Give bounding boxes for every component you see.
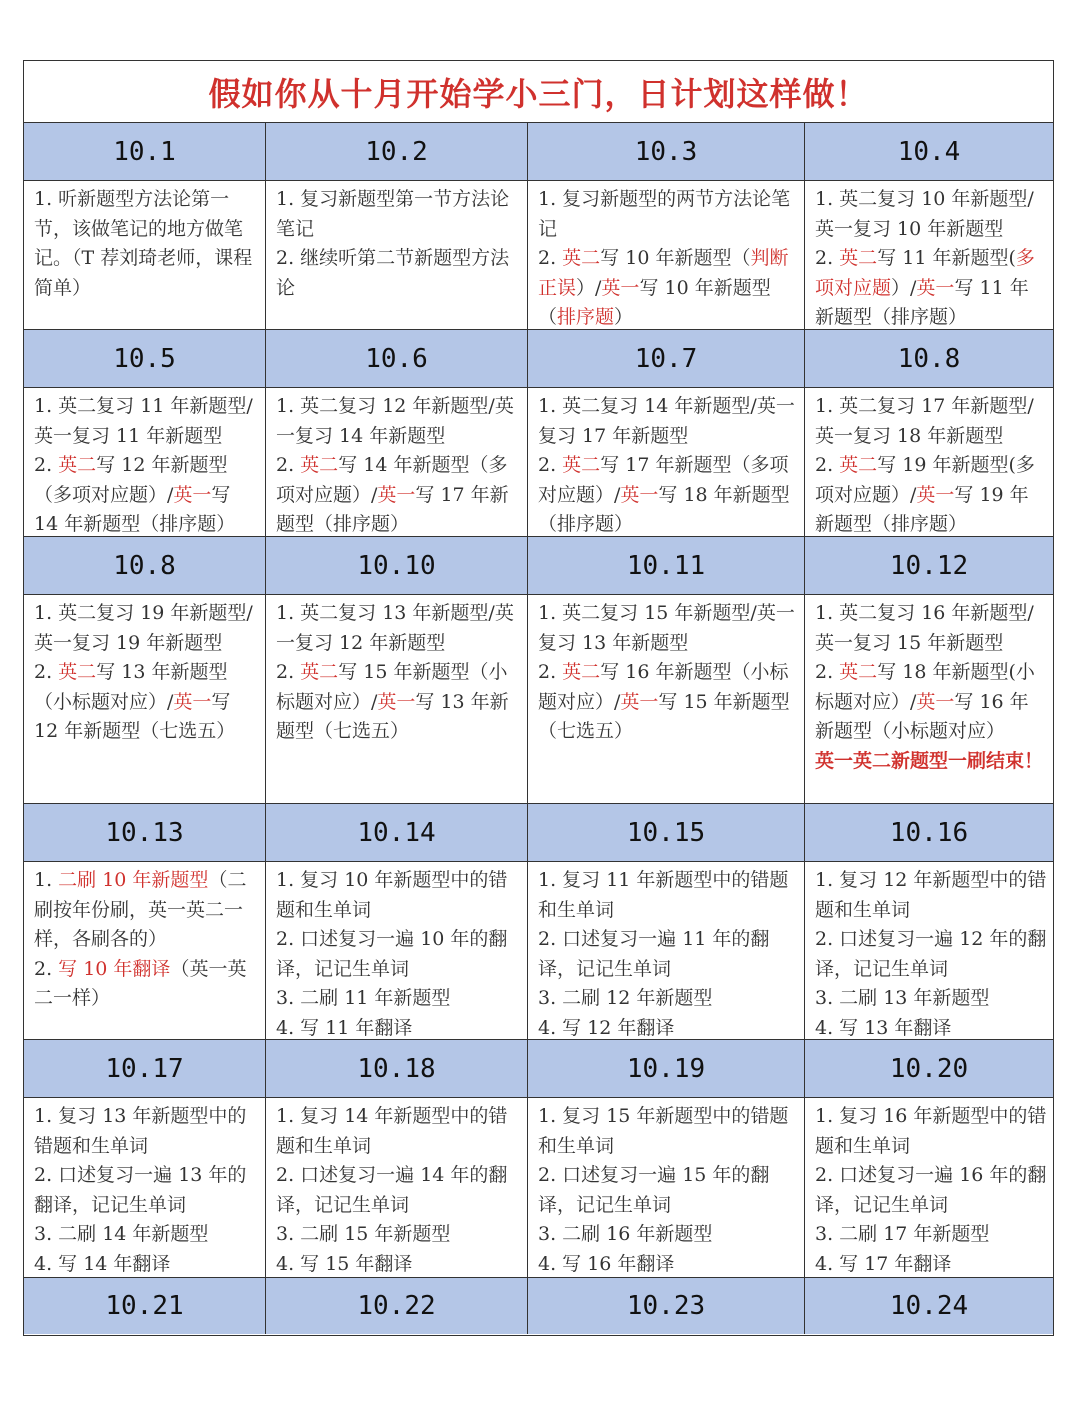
plan-item	[538, 658, 798, 747]
day-date-header: 10.2	[266, 123, 528, 181]
plan-item	[815, 599, 1047, 658]
plan-item	[34, 185, 259, 303]
day-plan-cell	[24, 1098, 266, 1278]
day-plan-cell	[528, 1098, 805, 1278]
plan-text: 1. 英二复习 14 年新题型/英一复习 17 年新题型	[538, 395, 795, 447]
day-plan-cell	[528, 862, 805, 1040]
plan-text: 1. 英二复习 12 年新题型/英一复习 14 年新题型	[276, 395, 514, 447]
day-date-header: 10.24	[805, 1278, 1053, 1334]
plan-text: 2.	[34, 661, 59, 683]
highlighted-text: 写 10 年翻译	[58, 957, 171, 980]
page-title: 假如你从十月开始学小三门，日计划这样做！	[208, 74, 869, 113]
plan-text: 写 11 年新题型（排序题）	[815, 276, 1029, 328]
day-plan-cell	[266, 595, 528, 804]
plan-text: 3. 二刷 12 年新题型	[538, 987, 713, 1009]
highlighted-text: 英一	[377, 690, 416, 713]
plan-item	[276, 866, 521, 925]
plan-item	[538, 866, 798, 925]
plan-text: 1. 复习 16 年新题型中的错题和生单词	[815, 1105, 1047, 1157]
plan-text: 写 13 年新题型（小标题对应）/	[34, 661, 228, 713]
plan-item	[538, 185, 798, 244]
highlighted-text: 英一	[377, 483, 416, 506]
day-date-header: 10.8	[24, 537, 266, 595]
plan-text: 2. 口述复习一遍 13 年的翻译，记记生单词	[34, 1164, 247, 1216]
plan-text: ）/	[891, 276, 917, 299]
highlighted-text: 英一	[916, 483, 955, 506]
plan-text: 3. 二刷 17 年新题型	[815, 1223, 990, 1245]
plan-item	[276, 1250, 521, 1279]
plan-item	[815, 984, 1047, 1014]
plan-item	[276, 1220, 521, 1250]
highlighted-text: 多项对应题	[815, 247, 1035, 299]
plan-item	[815, 1102, 1047, 1161]
plan-text: （英一英二一样）	[34, 957, 247, 1009]
plan-text: 1. 复习新题型的两节方法论笔记	[538, 188, 791, 240]
plan-item	[538, 1014, 798, 1041]
day-date-header: 10.4	[805, 123, 1053, 181]
title-bar	[24, 61, 1053, 123]
plan-item	[34, 1161, 259, 1220]
day-plan-cell	[528, 388, 805, 537]
plan-text: 写 18 年新题型（排序题）	[538, 483, 790, 535]
plan-text: 写 18 年新题型(小标题对应）/	[815, 661, 1035, 713]
plan-item	[276, 1102, 521, 1161]
plan-text: 1. 英二复习 19 年新题型/英一复习 19 年新题型	[34, 602, 253, 654]
plan-item	[538, 392, 798, 451]
day-date-header: 10.17	[24, 1040, 266, 1098]
plan-item	[34, 392, 259, 451]
day-plan-cell	[528, 595, 805, 804]
day-date-header: 10.20	[805, 1040, 1053, 1098]
plan-text: ）	[614, 306, 634, 328]
plan-item	[538, 1220, 798, 1250]
day-date-header: 10.1	[24, 123, 266, 181]
plan-text: 1. 英二复习 16 年新题型/英一复习 15 年新题型	[815, 602, 1034, 654]
plan-text: 1.	[34, 869, 59, 891]
plan-item	[815, 1250, 1047, 1279]
plan-text: 1. 复习 15 年新题型中的错题和生单词	[538, 1105, 789, 1157]
plan-item	[34, 955, 259, 1014]
highlighted-text: 英二	[562, 454, 601, 476]
plan-text: 3. 二刷 14 年新题型	[34, 1223, 209, 1245]
plan-text: 3. 二刷 16 年新题型	[538, 1223, 713, 1245]
plan-item	[538, 1102, 798, 1161]
plan-text: 4. 写 14 年翻译	[34, 1252, 171, 1275]
plan-text: 写 17 年新题型（排序题）	[276, 483, 509, 535]
day-date-header: 10.10	[266, 537, 528, 595]
plan-item	[815, 244, 1047, 330]
plan-text: 2.	[815, 247, 840, 269]
highlighted-text: 英二	[58, 454, 97, 476]
plan-text: 写 16 年新题型（小标题对应）/	[538, 661, 789, 713]
plan-text: 4. 写 15 年翻译	[276, 1252, 413, 1275]
highlighted-text: 英二	[58, 661, 97, 683]
plan-item	[34, 1250, 259, 1279]
plan-item	[538, 244, 798, 330]
plan-text: 写 15 年新题型（小标题对应）/	[276, 661, 508, 713]
plan-item	[815, 866, 1047, 925]
plan-item	[34, 1102, 259, 1161]
plan-item	[538, 1161, 798, 1220]
day-plan-cell	[24, 388, 266, 537]
plan-text: 写 14 年新题型（排序题）	[34, 483, 236, 535]
plan-item	[34, 451, 259, 537]
plan-text: 1. 英二复习 13 年新题型/英一复习 12 年新题型	[276, 602, 514, 654]
plan-text: 1. 英二复习 10 年新题型/英一复习 10 年新题型	[815, 188, 1034, 240]
plan-text: 1. 复习新题型第一节方法论笔记	[276, 188, 510, 240]
plan-text: 2.	[276, 661, 301, 683]
study-plan-table	[23, 60, 1054, 1336]
plan-text: 3. 二刷 13 年新题型	[815, 987, 990, 1009]
plan-text: （二刷按年份刷，英一英二一样，各刷各的）	[34, 869, 247, 950]
plan-item	[276, 658, 521, 747]
plan-item	[34, 599, 259, 658]
plan-text: 4. 写 13 年翻译	[815, 1016, 952, 1039]
plan-item	[34, 866, 259, 955]
plan-text: 4. 写 17 年翻译	[815, 1252, 952, 1275]
plan-text: 2.	[538, 661, 563, 683]
plan-item	[815, 925, 1047, 984]
day-plan-cell	[805, 595, 1053, 804]
plan-text: ）/	[576, 276, 602, 299]
highlighted-text: 英二	[839, 661, 878, 683]
plan-text: 2.	[538, 247, 563, 269]
plan-item	[276, 451, 521, 537]
plan-text: 2. 口述复习一遍 16 年的翻译，记记生单词	[815, 1164, 1047, 1216]
day-date-header: 10.8	[805, 330, 1053, 388]
plan-item	[815, 1014, 1047, 1041]
day-plan-cell	[266, 181, 528, 330]
highlighted-text: 英一英二新题型一刷结束！	[815, 749, 1044, 772]
plan-item	[815, 658, 1047, 747]
plan-text: 4. 写 11 年翻译	[276, 1016, 413, 1039]
plan-item	[276, 984, 521, 1014]
highlighted-text: 英二	[562, 247, 601, 269]
day-plan-cell	[805, 862, 1053, 1040]
plan-item	[815, 1220, 1047, 1250]
day-date-header: 10.13	[24, 804, 266, 862]
plan-text: 2. 口述复习一遍 12 年的翻译，记记生单词	[815, 928, 1047, 980]
highlighted-text: 英一	[916, 690, 955, 713]
plan-text: 1. 听新题型方法论第一节，该做笔记的地方做笔记。（T 荐刘琦老师，课程简单）	[34, 188, 253, 299]
highlighted-text: 二刷 10 年新题型	[58, 869, 209, 891]
plan-item	[538, 925, 798, 984]
plan-text: 2. 口述复习一遍 14 年的翻译，记记生单词	[276, 1164, 508, 1216]
day-date-header: 10.16	[805, 804, 1053, 862]
plan-text: 2.	[815, 661, 840, 683]
plan-text: 3. 二刷 11 年新题型	[276, 987, 451, 1009]
day-date-header: 10.3	[528, 123, 805, 181]
highlighted-text: 英一	[173, 690, 212, 713]
plan-item	[815, 451, 1047, 537]
day-plan-cell	[266, 388, 528, 537]
plan-text: 1. 复习 12 年新题型中的错题和生单词	[815, 869, 1047, 921]
plan-item	[815, 185, 1047, 244]
plan-text: 写 13 年新题型（七选五）	[276, 690, 509, 742]
highlighted-text: 英一	[916, 276, 955, 299]
highlighted-text: 英二	[300, 454, 339, 476]
day-date-header: 10.6	[266, 330, 528, 388]
day-date-header: 10.5	[24, 330, 266, 388]
plan-text: 1. 复习 10 年新题型中的错题和生单词	[276, 869, 508, 921]
highlighted-text: 英一	[173, 483, 212, 506]
day-plan-cell	[805, 388, 1053, 537]
day-plan-cell	[24, 181, 266, 330]
plan-item	[276, 925, 521, 984]
calendar-grid	[24, 123, 1053, 1334]
plan-text: 写 10 年新题型（	[538, 276, 771, 328]
day-date-header: 10.21	[24, 1278, 266, 1334]
plan-text: 写 16 年新题型（小标题对应）	[815, 690, 1029, 742]
day-date-header: 10.23	[528, 1278, 805, 1334]
plan-item	[815, 1161, 1047, 1220]
plan-text: 1. 英二复习 11 年新题型/英一复习 11 年新题型	[34, 395, 253, 447]
highlighted-text: 英一	[620, 690, 659, 713]
day-plan-cell	[528, 181, 805, 330]
day-plan-cell	[24, 595, 266, 804]
highlighted-text: 英一	[601, 276, 640, 299]
highlighted-text: 英二	[300, 661, 339, 683]
plan-item	[815, 392, 1047, 451]
day-date-header: 10.11	[528, 537, 805, 595]
day-plan-cell	[24, 862, 266, 1040]
plan-text: 1. 复习 11 年新题型中的错题和生单词	[538, 869, 789, 921]
plan-text: 2. 口述复习一遍 15 年的翻译，记记生单词	[538, 1164, 770, 1216]
plan-item	[276, 1161, 521, 1220]
plan-text: 2.	[815, 454, 840, 476]
day-plan-cell	[266, 862, 528, 1040]
plan-item	[276, 392, 521, 451]
day-date-header: 10.14	[266, 804, 528, 862]
highlighted-text: 英一	[620, 483, 659, 506]
day-date-header: 10.19	[528, 1040, 805, 1098]
day-date-header: 10.22	[266, 1278, 528, 1334]
plan-text: 写 19 年新题型(多项对应题）/	[815, 454, 1035, 506]
plan-text: 2. 继续听第二节新题型方法论	[276, 247, 510, 299]
day-date-header: 10.18	[266, 1040, 528, 1098]
plan-text: 2. 口述复习一遍 10 年的翻译，记记生单词	[276, 928, 508, 980]
highlighted-text: 判断正误	[538, 247, 789, 299]
day-plan-cell	[805, 181, 1053, 330]
plan-text: 2.	[276, 454, 301, 476]
plan-text: 写 19 年新题型（排序题）	[815, 483, 1029, 535]
plan-text: 2. 口述复习一遍 11 年的翻译，记记生单词	[538, 928, 770, 980]
plan-item	[538, 1250, 798, 1279]
plan-item	[34, 658, 259, 747]
plan-item	[538, 984, 798, 1014]
plan-text: 1. 复习 14 年新题型中的错题和生单词	[276, 1105, 508, 1157]
plan-text: 写 15 年新题型（七选五）	[538, 690, 790, 742]
highlighted-text: 英二	[839, 247, 878, 269]
plan-item	[538, 599, 798, 658]
plan-text: 4. 写 16 年翻译	[538, 1252, 675, 1275]
day-date-header: 10.7	[528, 330, 805, 388]
plan-text: 写 11 年新题型(	[877, 247, 1016, 269]
highlighted-text: 英二	[839, 454, 878, 476]
plan-item	[815, 747, 1047, 777]
plan-text: 写 17 年新题型（多项对应题）/	[538, 454, 789, 506]
plan-item	[276, 185, 521, 244]
highlighted-text: 排序题	[557, 306, 615, 328]
day-plan-cell	[805, 1098, 1053, 1278]
plan-item	[276, 1014, 521, 1041]
plan-text: 2.	[538, 454, 563, 476]
plan-text: 1. 复习 13 年新题型中的错题和生单词	[34, 1105, 247, 1157]
plan-item	[34, 1220, 259, 1250]
plan-item	[538, 451, 798, 537]
day-date-header: 10.12	[805, 537, 1053, 595]
plan-text: 2.	[34, 957, 59, 980]
plan-text: 写 10 年新题型（	[600, 247, 751, 269]
plan-text: 写 14 年新题型（多项对应题）/	[276, 454, 508, 506]
day-date-header: 10.15	[528, 804, 805, 862]
plan-item	[276, 244, 521, 303]
highlighted-text: 英二	[562, 661, 601, 683]
plan-text: 1. 英二复习 17 年新题型/英一复习 18 年新题型	[815, 395, 1034, 447]
plan-text: 写 12 年新题型（七选五）	[34, 690, 236, 742]
day-plan-cell	[266, 1098, 528, 1278]
plan-text: 4. 写 12 年翻译	[538, 1016, 675, 1039]
plan-item	[276, 599, 521, 658]
plan-text: 3. 二刷 15 年新题型	[276, 1223, 451, 1245]
plan-text: 2.	[34, 454, 59, 476]
plan-text: 1. 英二复习 15 年新题型/英一复习 13 年新题型	[538, 602, 795, 654]
plan-text: 写 12 年新题型（多项对应题）/	[34, 454, 228, 506]
